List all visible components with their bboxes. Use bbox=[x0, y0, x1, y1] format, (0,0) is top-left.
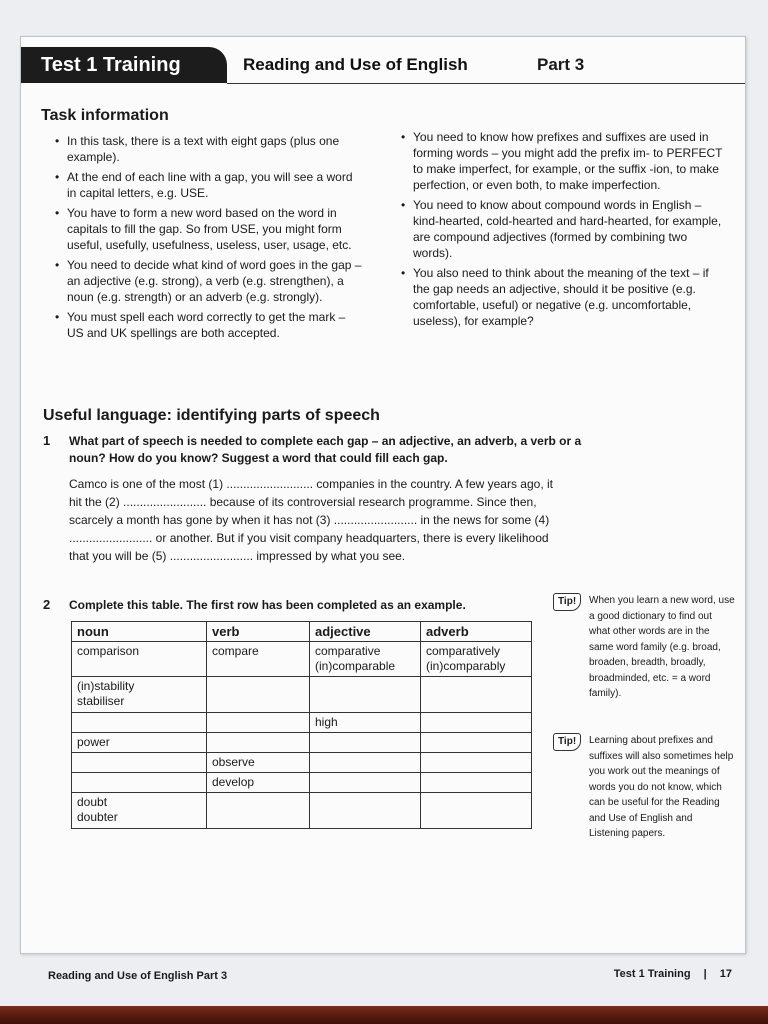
bullet-item: • In this task, there is a text with eight gaps (plus one example). bbox=[53, 133, 363, 165]
table-cell bbox=[421, 733, 532, 753]
table-cell: comparative (in)comparable bbox=[310, 642, 421, 677]
book-page bbox=[20, 36, 746, 954]
useful-language-heading: Useful language: identifying parts of speech bbox=[43, 407, 380, 424]
footer-separator: | bbox=[703, 968, 707, 980]
table-cell bbox=[207, 733, 310, 753]
table-cell bbox=[421, 793, 532, 829]
right-bullet-list bbox=[399, 129, 723, 329]
table-cell bbox=[310, 753, 421, 773]
page-header bbox=[21, 47, 745, 85]
table-cell bbox=[72, 773, 207, 793]
table-cell: comparatively (in)comparably bbox=[421, 642, 532, 677]
bullet-item: • You also need to think about the meaning of the text – if the gap needs an adjective, should it be positive (e.g. comfortable, useful) or negative (e.g. uncomfortable, useless), for example? bbox=[399, 265, 723, 329]
table-cell bbox=[207, 793, 310, 829]
table-cell bbox=[310, 793, 421, 829]
page-number: 17 bbox=[719, 968, 732, 980]
table-cell bbox=[421, 713, 532, 733]
table-cell: doubt doubter bbox=[72, 793, 207, 829]
table-cell bbox=[310, 773, 421, 793]
question-number: 2 bbox=[43, 597, 51, 612]
column-header: adverb bbox=[421, 622, 532, 642]
question-instruction: Complete this table. The first row has been completed as an example. bbox=[69, 598, 466, 612]
bullet-item: • You need to know about compound words in English – kind-hearted, cold-hearted and hard-hearted, for example, are compound adjectives (formed by combining two words). bbox=[399, 197, 723, 261]
column-header: noun bbox=[72, 622, 207, 642]
table-row bbox=[72, 713, 532, 733]
header-rule bbox=[227, 83, 745, 84]
table-cell bbox=[421, 677, 532, 713]
table-cell bbox=[310, 677, 421, 713]
table-cell: high bbox=[310, 713, 421, 733]
table-cell bbox=[421, 773, 532, 793]
table-row bbox=[72, 793, 532, 829]
bullet-item: • At the end of each line with a gap, you will see a word in capital letters, e.g. USE. bbox=[53, 169, 363, 201]
table-row bbox=[72, 733, 532, 753]
tip-text: Learning about prefixes and suffixes will also sometimes help you work out the meanings of words you do not know, which can be useful for the Reading and Use of English and Listening papers. bbox=[589, 735, 734, 839]
table-cell: comparison bbox=[72, 642, 207, 677]
table-cell: observe bbox=[207, 753, 310, 773]
question-number: 1 bbox=[43, 433, 51, 448]
tip-badge: Tip! bbox=[553, 593, 581, 611]
test-tab-label: Test 1 Training bbox=[21, 47, 227, 83]
gap-passage: Camco is one of the most (1) .......................... companies in the country. A few years ago, it hit the (2) ......................... because of its controversial research programme. Since then, scarcely a month has gone by when it has not (3) ......................... in the news for some (4) ......................... or another. But if you visit company headquarters, there is every likelihood that you will be (5) ......................... impressed by what you see. bbox=[69, 477, 553, 563]
section-title: Reading and Use of English bbox=[243, 55, 468, 74]
table-header-row bbox=[72, 622, 532, 642]
table-row bbox=[72, 773, 532, 793]
tip-badge: Tip! bbox=[553, 733, 581, 751]
task-info-heading: Task information bbox=[41, 107, 169, 124]
bullet-item: • You have to form a new word based on the word in capitals to fill the gap. So from USE, you might form useful, usefully, usefulness, useless, user, usage, etc. bbox=[53, 205, 363, 253]
bullet-item: • You need to know how prefixes and suffixes are used in forming words – you might add the prefix im- to PERFECT to make imperfect, for example, or the suffix -ion, to make perfection, or even both, to make imperfection. bbox=[399, 129, 723, 193]
footer-right bbox=[614, 968, 732, 980]
left-bullet-list bbox=[53, 133, 363, 341]
question-2 bbox=[43, 597, 563, 613]
column-header: verb bbox=[207, 622, 310, 642]
table-cell bbox=[72, 753, 207, 773]
footer-section-label: Reading and Use of English Part 3 bbox=[48, 970, 228, 982]
word-family-table bbox=[71, 621, 532, 829]
table-cell bbox=[310, 733, 421, 753]
page-footer bbox=[0, 952, 768, 992]
bullet-item: • You need to decide what kind of word goes in the gap – an adjective (e.g. strong), a verb (e.g. strengthen), a noun (e.g. strength) or an adverb (e.g. strongly). bbox=[53, 257, 363, 305]
tip-box bbox=[553, 733, 735, 842]
question-instruction: What part of speech is needed to complete each gap – an adjective, an adverb, a verb or a noun? How do you know? Suggest a word that could fill each gap. bbox=[69, 434, 582, 465]
task-info-left-column bbox=[53, 133, 363, 345]
footer-test-label: Test 1 Training bbox=[613, 968, 691, 980]
table-cell bbox=[207, 713, 310, 733]
table-cell bbox=[72, 713, 207, 733]
bullet-item: • You must spell each word correctly to get the mark – US and UK spellings are both accepted. bbox=[53, 309, 363, 341]
table-row bbox=[72, 753, 532, 773]
table-row bbox=[72, 642, 532, 677]
question-1 bbox=[43, 433, 583, 565]
table-body bbox=[72, 642, 532, 829]
part-label: Part 3 bbox=[537, 55, 585, 74]
task-info-right-column bbox=[399, 129, 723, 333]
table-cell: power bbox=[72, 733, 207, 753]
bottom-edge-strip bbox=[0, 1006, 768, 1024]
table-cell: (in)stability stabiliser bbox=[72, 677, 207, 713]
table-cell: develop bbox=[207, 773, 310, 793]
table-cell bbox=[421, 753, 532, 773]
tip-box bbox=[553, 593, 735, 702]
table-cell bbox=[207, 677, 310, 713]
table-cell: compare bbox=[207, 642, 310, 677]
tip-text: When you learn a new word, use a good dictionary to find out what other words are in the same word family (e.g. broad, broaden, breadth, broadly, broadminded, etc. = a word family). bbox=[589, 595, 735, 699]
table-row bbox=[72, 677, 532, 713]
column-header: adjective bbox=[310, 622, 421, 642]
